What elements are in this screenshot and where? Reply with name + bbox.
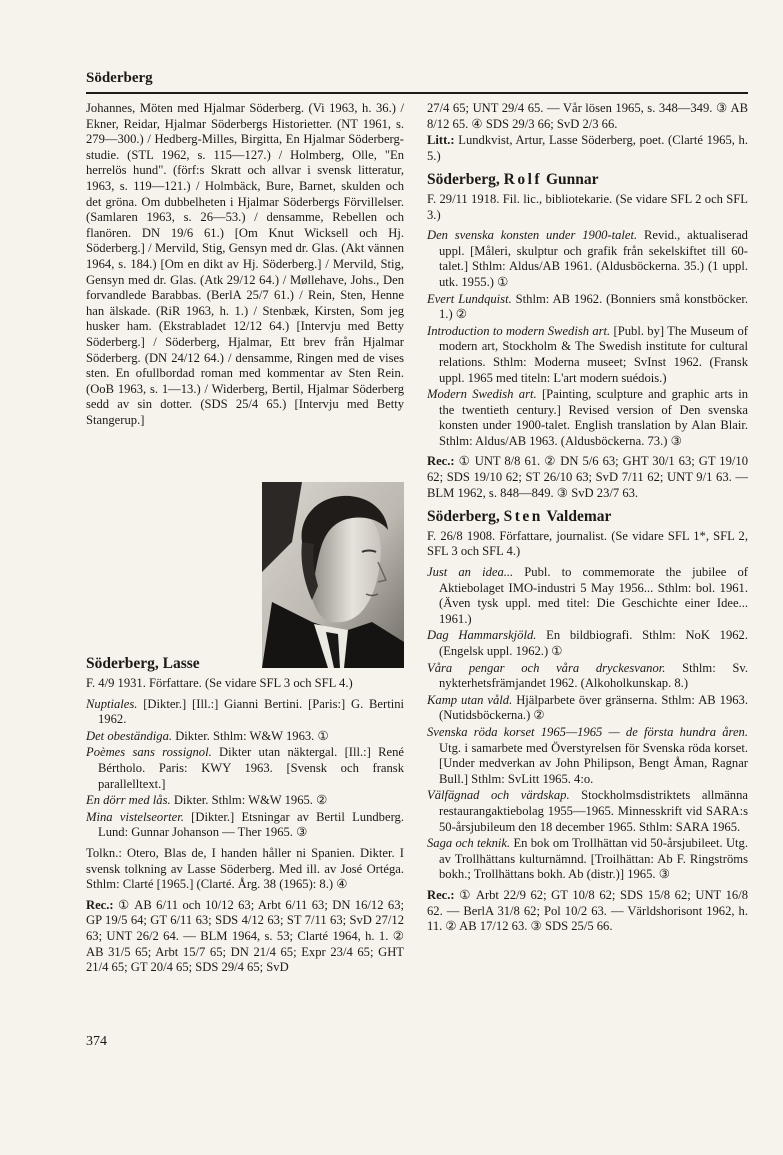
work-details: Stockholmsdistriktets allmänna restaurangaktiebolag 1955—1965. Minnesskrift vid SARA:s 50-årsjubileum den 18 december 1965. Sthlm: SARA 1965. — [439, 788, 748, 834]
lasse-litt — [427, 133, 748, 164]
heading-given-name: Sten — [503, 508, 543, 526]
work-details: [Dikter.] [Ill.:] Gianni Bertini. [Paris:] G. Bertini 1962. — [98, 696, 404, 727]
work-title: Våra pengar och våra dryckesvanor. — [427, 660, 666, 675]
work-title: Poèmes sans rossignol. — [86, 745, 212, 760]
rolf-work-0 — [427, 228, 748, 290]
lasse-work-1 — [86, 729, 404, 745]
work-details: Revid., aktualiserad uppl. [Måleri, skulptur och grafik från sekelskiftet till 60-talet.] Sthlm: Aldus/AB 1961. (Aldusböckerna. 35.) (1 uppl. utk. 1955.) ① — [439, 228, 748, 289]
left-column-lower — [86, 676, 404, 981]
sten-work-3 — [427, 693, 748, 724]
work-details: Dikter utan näktergal. [Ill.:] René Bértholo. Paris: KWY 1963. [Svensk och fransk parallelltext.] — [98, 745, 404, 791]
lasse-work-0 — [86, 697, 404, 728]
work-title: Dag Hammarskjöld. — [427, 628, 537, 643]
rolf-work-2 — [427, 324, 748, 386]
sten-work-2 — [427, 661, 748, 692]
sten-reviews — [427, 888, 748, 935]
entry-heading-rolf — [427, 172, 748, 188]
heading-part: Valdemar — [542, 508, 612, 526]
rec-text: ① AB 6/11 och 10/12 63; Arbt 6/11 63; DN 16/12 63; GP 19/5 64; GT 6/11 63; SDS 4/12 63; ST 7/11 63; SvD 27/12 63; UNT 26/2 64. — BLM 1964, s. 53; Clarté 1964, h. 1. ② AB 31/5 65; Arbt 15/7 65; DN 21/4 65; Expr 23/4 65; GHT 21/4 65; GT 20/4 65; SDS 29/4 65; SvD — [86, 897, 404, 975]
work-details: Dikter. Sthlm: W&W 1965. ② — [170, 793, 328, 808]
rolf-work-3 — [427, 387, 748, 449]
rolf-bio: F. 29/11 1918. Fil. lic., bibliotekarie. (Se vidare SFL 2 och SFL 3.) — [427, 191, 748, 222]
rec-label: Rec.: — [427, 454, 455, 469]
lasse-work-2 — [86, 745, 404, 792]
lasse-reviews — [86, 898, 404, 976]
work-title: Svenska röda korset 1965—1965 — de första hundra åren. — [427, 724, 748, 739]
rec-text: ① Arbt 22/9 62; GT 10/8 62; SDS 15/8 62; UNT 16/8 62. — BerlA 31/8 62; Pol 10/2 63. — Världshorisont 1962, h. 11. ② AB 17/12 63. ③ SDS 25/5 66. — [427, 887, 748, 934]
work-title: Nuptiales. — [86, 696, 138, 711]
sten-work-0 — [427, 565, 748, 627]
lasse-reviews-continuation: 27/4 65; UNT 29/4 65. — Vår lösen 1965, s. 348—349. ③ AB 8/12 65. ④ SDS 29/3 66; SvD 2/3 66. — [427, 101, 748, 131]
work-details: Hjälparbete över gränserna. Sthlm: AB 1963. (Nutidsböckerna.) ② — [439, 692, 748, 723]
heading-part: Gunnar — [542, 171, 599, 189]
sten-bio: F. 26/8 1908. Författare, journalist. (Se vidare SFL 1*, SFL 2, SFL 3 och SFL 4.) — [427, 528, 748, 559]
work-details: Utg. i samarbete med Överstyrelsen för Svenska röda korset. [Under medverkan av John Philipson, Bengt Åman, Ragnar Bull.] Sthlm: SvLitt 1965. 4:o. — [439, 740, 748, 786]
work-details: [Painting, sculpture and graphic arts in the twentieth century.] Revised version of Den svenska konsten under 1900-talet. English translation by Alan Blair. Sthlm: Aldus/AB 1963. (Aldusböckerna. 73.) ③ — [439, 387, 749, 448]
work-details: Sthlm: Sv. nykterhetsfrämjandet 1962. (Alkoholkunskap. 8.) — [439, 660, 748, 691]
sten-work-6 — [427, 836, 748, 883]
entry-heading-sten — [427, 509, 748, 525]
hjalmar-litt-continuation: Johannes, Möten med Hjalmar Söderberg. (Vi 1963, h. 36.) / Ekner, Reidar, Hjalmar Söderbergs Historietter. (NT 1961, s. 279—300.) / Hedberg-Milles, Birgitta, En Hjalmar Söderberg-studie. (STL 1962, s. 115—127.) / Holmberg, Olle, "En herrelös hund". (förf:s Skratt och allvar i svensk litteratur, 1963, s. 119—121.) / Holmbäck, Bure, Barnet, skulden och det gröna. Om dubbelheten i Hjalmar Söderbergs Förvillelser. (Samlaren 1963, s. 26—53.) / densamme, Rebellen och flanören. DN 19/6 61.) [Om Knut Wicksell och Hj. Söderberg.] / Mervild, Stig, Gensyn med dr. Glas. (Akt vännen 1964, s. 184.) [Om en dikt av Hj. Söderberg.] / Mervild, Stig, Gensyn med dr. Glas. (Atk 29/12 64.) / Møllehave, Johs., Den forvandlede Barabbas. (BerlA 25/7 61.) / Rein, Sten, Henne han älskade. (RiR 1963, h. 1.) / Stenbæk, Kirsten, Som jeg husker ham. (Ekstrabladet 12/12 64.) [Intervju med Betty Söderberg.] / Söderberg, Hjalmar, Ett brev från Hjalmar Söderberg. (DN 24/12 64.) / densamme, Ringen med de vises sten. En ofullbordad roman med kommentar av Sten Rein. (OoB 1963, s. 1—13.) / Widerberg, Bertil, Hjalmar Söderberg sedd av sin dotter. (SDS 25/4 65.) [Intervju med Betty Stangerup.] — [86, 101, 404, 427]
lasse-work-4 — [86, 810, 404, 841]
work-details: Dikter. Sthlm: W&W 1963. ① — [172, 728, 329, 743]
rolf-reviews — [427, 454, 748, 501]
work-title: En dörr med lås. — [86, 793, 171, 808]
work-title: Mina vistelseorter. — [86, 809, 184, 824]
lasse-work-3 — [86, 793, 404, 809]
work-details: En bildbiografi. Sthlm: NoK 1962. (Engelsk uppl. 1962.) ① — [439, 628, 748, 658]
work-title: Kamp utan våld. — [427, 692, 513, 707]
litt-label: Litt.: — [427, 133, 455, 148]
left-column-top — [86, 101, 404, 433]
rolf-work-1 — [427, 292, 748, 323]
portrait-photo — [262, 482, 404, 668]
work-title: Evert Lundquist. — [427, 291, 512, 306]
rec-label: Rec.: — [86, 897, 114, 912]
lasse-bio: F. 4/9 1931. Författare. (Se vidare SFL 3 och SFL 4.) — [86, 676, 353, 690]
work-title: Modern Swedish art. — [427, 387, 537, 402]
litt-text: Lundkvist, Artur, Lasse Söderberg, poet. (Clarté 1965, h. 5.) — [427, 133, 748, 163]
entry-heading-lasse: Söderberg, Lasse — [86, 655, 200, 672]
work-details: En bok om Trollhättan vid 50-årsjubileet. Utg. av Trollhättans kulturnämnd. [Troilhättan: Ab F. Ringströms bokh.; Trollhättans bokh. Ab (distr.)] 1965. ③ — [439, 836, 748, 882]
heading-part: Söderberg, — [427, 171, 504, 189]
header-rule — [86, 92, 748, 94]
rec-text: ① UNT 8/8 61. ② DN 5/6 63; GHT 30/1 63; GT 19/10 62; SDS 19/10 62; ST 26/10 63; SvD 7/11 62; UNT 9/1 63. — BLM 1962, s. 848—849. ③ SvD 23/7 63. — [427, 454, 748, 500]
portrait-image — [262, 482, 404, 668]
work-details: Publ. to commemorate the jubilee of Aktiebolaget IMO-industri 5 May 1956... Sthlm: bol. 1961. (Även tysk uppl. med titel: Die Geschichte einer Idee... 1961.) — [439, 565, 748, 626]
work-details: [Dikter.] Etsningar av Bertil Lundberg. Lund: Gunnar Johanson — Ther 1965. ③ — [98, 809, 404, 840]
heading-part: Söderberg, — [427, 508, 504, 526]
work-details: Sthlm: AB 1962. (Bonniers små konstböcker. 1.) ② — [439, 291, 748, 322]
work-title: Introduction to modern Swedish art. — [427, 323, 611, 338]
heading-given-name: Rolf — [503, 171, 543, 189]
sten-work-1 — [427, 628, 748, 659]
work-title: Välfägnad och värdskap. — [427, 788, 570, 803]
page-number: 374 — [86, 1034, 107, 1049]
rec-label: Rec.: — [427, 887, 455, 902]
right-column — [427, 101, 748, 940]
work-title: Saga och teknik. — [427, 836, 511, 851]
sten-work-4 — [427, 725, 748, 787]
sten-work-5 — [427, 788, 748, 835]
running-head: Söderberg — [86, 70, 153, 86]
work-title: Det obeständiga. — [86, 728, 173, 743]
work-title: Just an idea... — [427, 565, 514, 580]
work-title: Den svenska konsten under 1900-talet. — [427, 228, 638, 243]
lasse-tolkn: Tolkn.: Otero, Blas de, I handen håller ni Spanien. Dikter. I svensk tolkning av Lasse Söderberg. Med ill. av José Ortéga. Sthlm: Clarté [1965.] (Clarté. Årg. 38 (1965): 8.) ④ — [86, 845, 404, 892]
work-details: [Publ. by] The Museum of modern art, Stockholm & The Swedish institute for cultural relations. Sthlm: Moderna museet; SvInst 1962. (Fransk uppl. 1965 med titeln: L'art modern suédois.) — [439, 323, 748, 385]
